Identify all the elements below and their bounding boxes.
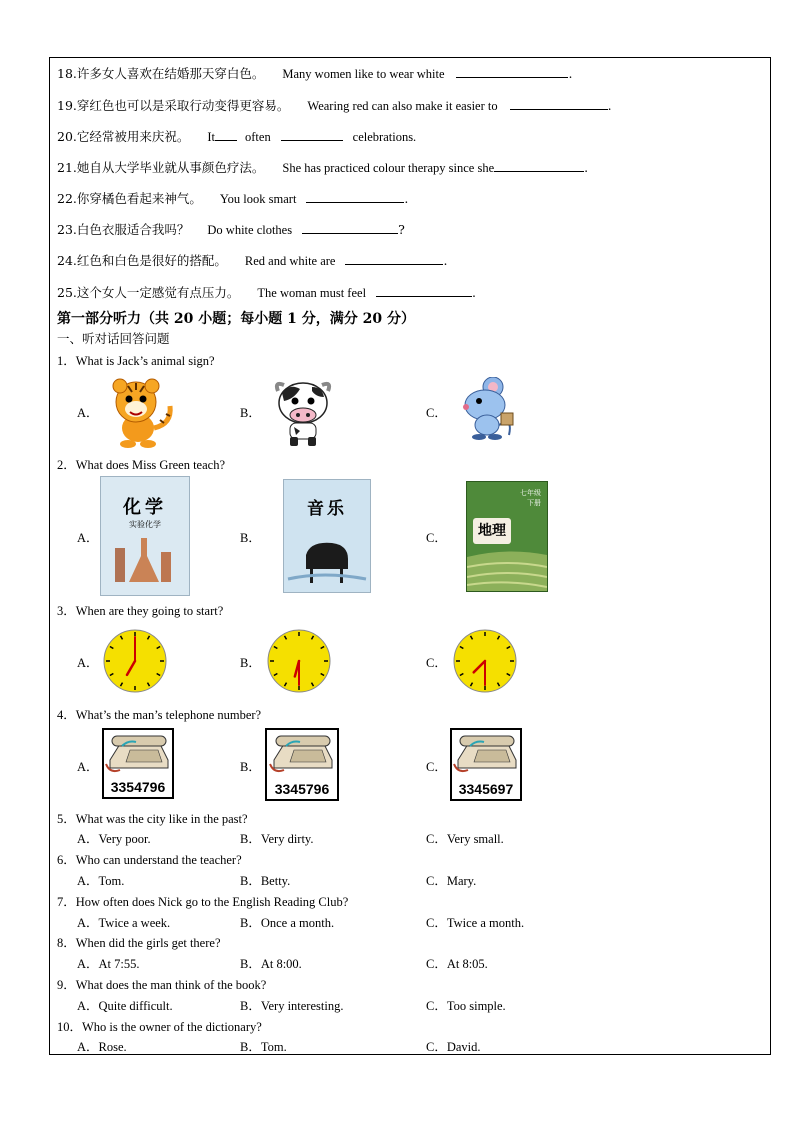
option-b[interactable]: B．Betty. — [240, 874, 291, 888]
telephone-icon — [267, 730, 337, 780]
option-c[interactable]: C．Twice a month. — [426, 916, 525, 930]
clock-icon — [266, 628, 332, 694]
answer-blank[interactable] — [510, 97, 608, 110]
geography-book: 七年级 下册 地理 — [466, 481, 548, 592]
section-title: 第一部分听力（共 20 小题；每小题 1 分，满分 20 分） — [57, 311, 415, 327]
question-2: 2．What does Miss Green teach? — [57, 458, 225, 472]
phone-number: 3345796 — [274, 781, 330, 797]
translation-21: 21.她自从大学毕业就从事颜色疗法。 She has practiced colour therapy since she . — [57, 160, 589, 175]
option-b[interactable]: B． — [240, 656, 261, 670]
option-c[interactable]: C．David. — [426, 1040, 481, 1054]
option-a[interactable]: A． — [77, 406, 99, 420]
option-a[interactable]: A． — [77, 656, 99, 670]
option-b[interactable]: B． — [240, 531, 261, 545]
music-book: 音乐 — [283, 479, 371, 593]
question-4: 4．What’s the man’s telephone number? — [57, 708, 262, 722]
option-a[interactable]: A．Very poor. — [77, 832, 151, 846]
question-5: 5．What was the city like in the past? — [57, 812, 248, 826]
option-a[interactable]: A．Rose. — [77, 1040, 127, 1054]
option-b[interactable]: B．Very dirty. — [240, 832, 314, 846]
translation-23: 23.白色衣服适合我吗？ Do white clothes ? — [57, 222, 405, 237]
translation-25: 25.这个女人一定感觉有点压力。 The woman must feel . — [57, 285, 477, 300]
option-b[interactable]: B．At 8:00. — [240, 957, 302, 971]
telephone-option-b — [265, 728, 339, 801]
question-8: 8．When did the girls get there? — [57, 936, 221, 950]
phone-number: 3345697 — [458, 781, 514, 797]
translation-22: 22.你穿橘色看起来神气。 You look smart . — [57, 191, 409, 206]
clock-icon — [102, 628, 168, 694]
option-a[interactable]: A．Quite difficult. — [77, 999, 173, 1013]
clock-icon — [452, 628, 518, 694]
option-b[interactable]: B． — [240, 406, 261, 420]
option-b[interactable]: B．Once a month. — [240, 916, 335, 930]
option-c[interactable]: C．Mary. — [426, 874, 477, 888]
flask-icon — [101, 530, 189, 590]
phone-number: 3354796 — [110, 779, 166, 795]
mouse-icon — [455, 377, 517, 443]
telephone-option-a — [102, 728, 174, 799]
option-c[interactable]: C． — [426, 531, 447, 545]
option-a[interactable]: A．Tom. — [77, 874, 125, 888]
answer-blank[interactable] — [376, 284, 472, 297]
telephone-icon — [452, 730, 520, 780]
question-1: 1．What is Jack’s animal sign? — [57, 354, 215, 368]
piano-icon — [284, 519, 370, 589]
option-a[interactable]: A． — [77, 531, 99, 545]
translation-24: 24.红色和白色是很好的搭配。 Red and white are . — [57, 253, 448, 268]
telephone-option-c — [450, 728, 522, 801]
section-subtitle: 一、听对话回答问题 — [57, 331, 170, 346]
option-a[interactable]: A．At 7:55. — [77, 957, 140, 971]
option-b[interactable]: B．Tom. — [240, 1040, 287, 1054]
answer-blank[interactable] — [281, 128, 343, 141]
translation-19: 19.穿红色也可以是采取行动变得更容易。 Wearing red can also make it easier to . — [57, 98, 612, 113]
translation-18: 18.许多女人喜欢在结婚那天穿白色。 Many women like to wear white . — [57, 66, 573, 81]
question-3: 3．When are they going to start? — [57, 604, 224, 618]
question-10: 10．Who is the owner of the dictionary? — [57, 1020, 262, 1034]
option-c[interactable]: C．Very small. — [426, 832, 504, 846]
option-c[interactable]: C．At 8:05. — [426, 957, 488, 971]
cow-icon — [272, 377, 334, 447]
option-b[interactable]: B． — [240, 760, 261, 774]
telephone-icon — [104, 730, 172, 780]
answer-blank[interactable] — [456, 65, 568, 78]
tiger-icon — [100, 376, 178, 448]
answer-blank[interactable] — [345, 252, 443, 265]
question-7: 7．How often does Nick go to the English Reading Club? — [57, 895, 349, 909]
option-c[interactable]: C． — [426, 406, 447, 420]
answer-blank[interactable] — [494, 159, 584, 172]
option-c[interactable]: C．Too simple. — [426, 999, 506, 1013]
chemistry-book: 化学 实验化学 — [100, 476, 190, 596]
option-c[interactable]: C． — [426, 760, 447, 774]
answer-blank[interactable] — [302, 221, 398, 234]
option-a[interactable]: A． — [77, 760, 99, 774]
question-9: 9．What does the man think of the book? — [57, 978, 267, 992]
terrace-icon — [467, 547, 547, 591]
answer-blank[interactable] — [306, 190, 404, 203]
question-6: 6．Who can understand the teacher? — [57, 853, 242, 867]
option-c[interactable]: C． — [426, 656, 447, 670]
option-b[interactable]: B．Very interesting. — [240, 999, 344, 1013]
translation-20: 20.它经常被用来庆祝。 It often celebrations. — [57, 129, 417, 144]
answer-blank[interactable] — [215, 128, 237, 141]
option-a[interactable]: A．Twice a week. — [77, 916, 171, 930]
